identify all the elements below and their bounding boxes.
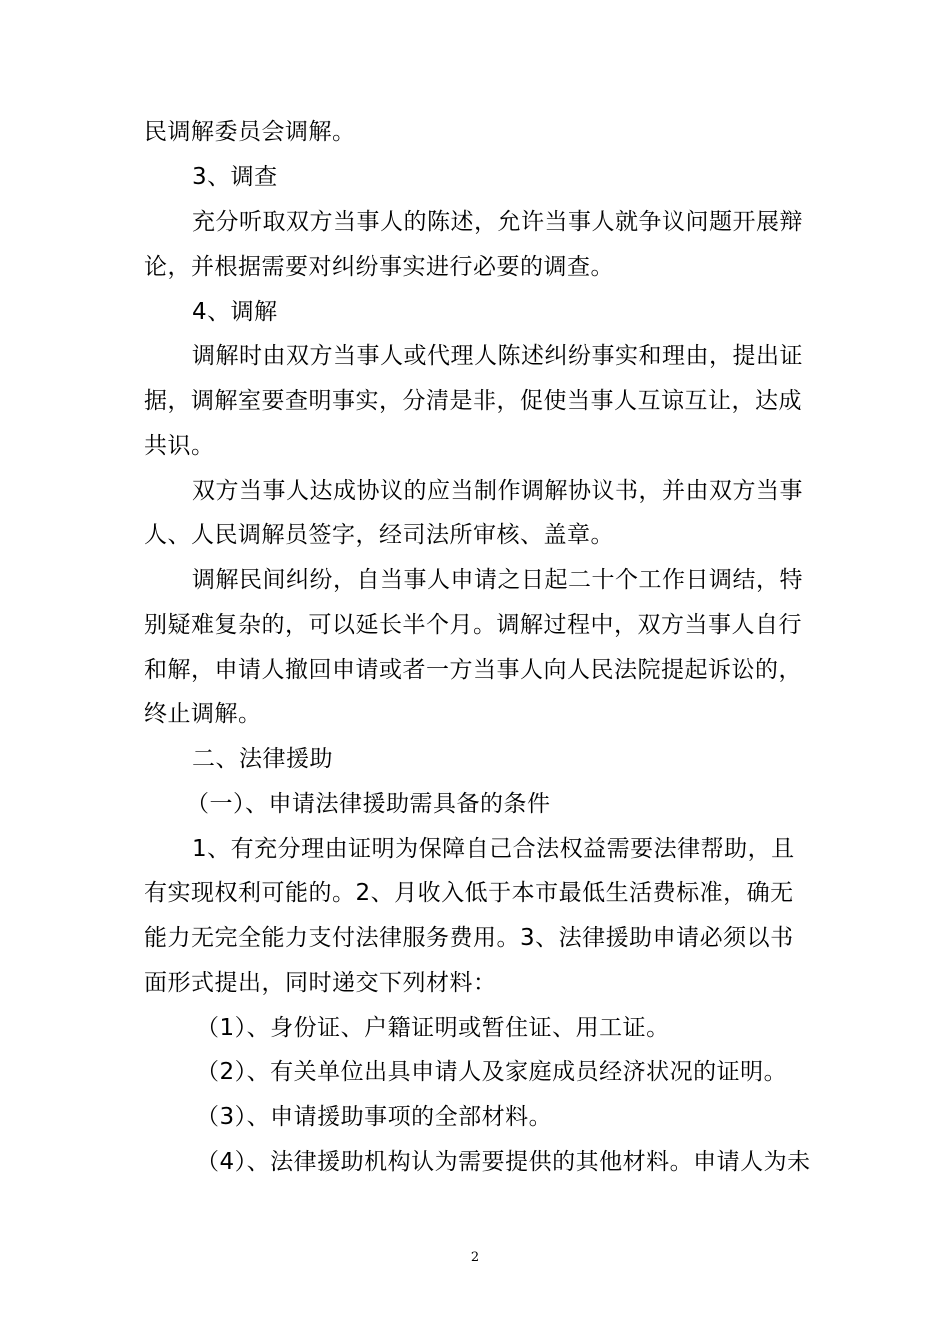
text-line: 民调解委员会调解。	[144, 119, 356, 145]
section-heading: 二、法律援助	[192, 746, 333, 772]
list-item: （2）、有关单位出具申请人及家庭成员经济状况的证明。	[196, 1059, 788, 1085]
text-line: 面形式提出，同时递交下列材料：	[144, 970, 497, 996]
text-line: 人、人民调解员签字，经司法所审核、盖章。	[144, 522, 614, 548]
list-item: （3）、申请援助事项的全部材料。	[196, 1104, 553, 1130]
text-line: 终止调解。	[144, 701, 262, 727]
text-line: 调解民间纠纷，自当事人申请之日起二十个工作日调结，特	[192, 567, 803, 593]
text-line: 共识。	[144, 433, 215, 459]
text-line: 能力无完全能力支付法律服务费用。3、法律援助申请必须以书	[144, 925, 794, 951]
text-line: 和解，申请人撤回申请或者一方当事人向人民法院提起诉讼的，	[144, 657, 802, 683]
section-heading: 4、调解	[192, 299, 278, 325]
subsection-heading: （一）、申请法律援助需具备的条件	[186, 791, 551, 817]
list-item: （1）、身份证、户籍证明或暂住证、用工证。	[196, 1015, 670, 1041]
section-heading: 3、调查	[192, 164, 278, 190]
text-line: 1、有充分理由证明为保障自己合法权益需要法律帮助，且	[192, 836, 795, 862]
text-line: 有实现权利可能的。2、月收入低于本市最低生活费标准，确无	[144, 880, 794, 906]
list-item: （4）、法律援助机构认为需要提供的其他材料。申请人为未	[196, 1149, 811, 1175]
text-line: 论，并根据需要对纠纷事实进行必要的调查。	[144, 254, 614, 280]
text-line: 据，调解室要查明事实，分清是非，促使当事人互谅互让，达成	[144, 388, 802, 414]
text-line: 别疑难复杂的，可以延长半个月。调解过程中，双方当事人自行	[144, 612, 802, 638]
page-number: 2	[470, 1250, 480, 1265]
text-line: 双方当事人达成协议的应当制作调解协议书，并由双方当事	[192, 478, 803, 504]
text-line: 充分听取双方当事人的陈述，允许当事人就争议问题开展辩	[192, 209, 803, 235]
text-line: 调解时由双方当事人或代理人陈述纠纷事实和理由，提出证	[192, 343, 803, 369]
